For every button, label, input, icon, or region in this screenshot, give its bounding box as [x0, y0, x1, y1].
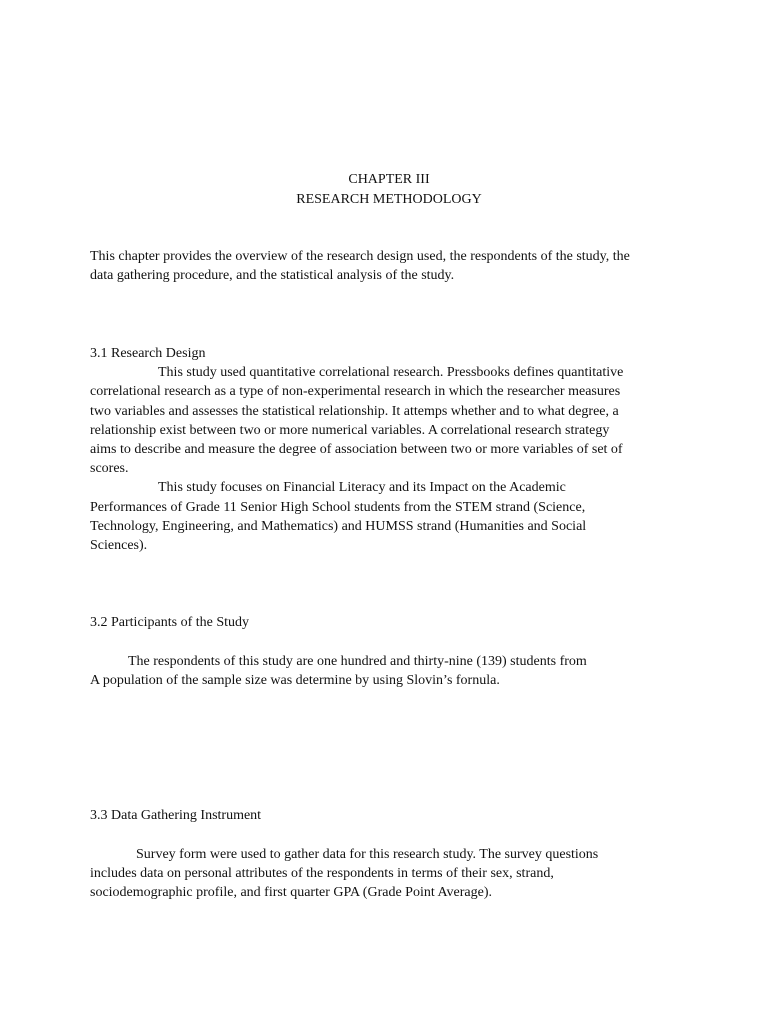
paragraph-line: Survey form were used to gather data for this research study. The survey questions	[136, 847, 599, 862]
paragraph-line: Performances of Grade 11 Senior High School students from the STEM strand (Science,	[90, 499, 586, 515]
paragraph-line: scores.	[90, 461, 129, 477]
research-design-paragraph-1	[90, 363, 690, 478]
section-participants	[90, 613, 690, 632]
paragraph-line: two variables and assesses the statistical relationship. It attemps whether and to what degree, a	[90, 403, 619, 419]
paragraph-line: Sciences).	[90, 537, 148, 553]
section-heading-participants: 3.2 Participants of the Study	[90, 615, 250, 630]
chapter-number: CHAPTER III	[348, 172, 430, 187]
intro-paragraph	[90, 247, 690, 285]
paragraph-line: A population of the sample size was determine by using Slovin’s fornula.	[90, 673, 500, 689]
chapter-title: RESEARCH METHODOLOGY	[296, 192, 482, 207]
paragraph-line: correlational research as a type of non-experimental research in which the researcher measures	[90, 384, 621, 400]
participants-paragraph	[90, 652, 690, 690]
chapter-heading	[0, 170, 768, 210]
paragraph-line: This study used quantitative correlational research. Pressbooks defines quantitative	[158, 365, 624, 381]
paragraph-line: relationship exist between two or more numerical variables. A correlational research strategy	[90, 422, 610, 438]
section-heading-research-design: 3.1 Research Design	[90, 346, 206, 361]
intro-line: data gathering procedure, and the statistical analysis of the study.	[90, 268, 455, 284]
paragraph-line: aims to describe and measure the degree of association between two or more variables of set of	[90, 441, 623, 457]
section-research-design	[90, 344, 690, 555]
paragraph-line: sociodemographic profile, and first quarter GPA (Grade Point Average).	[90, 885, 493, 901]
paragraph-line: This study focuses on Financial Literacy and its Impact on the Academic	[158, 480, 566, 496]
section-heading-instrument: 3.3 Data Gathering Instrument	[90, 808, 262, 823]
research-design-paragraph-2	[90, 478, 690, 555]
paragraph-line: Technology, Engineering, and Mathematics) and HUMSS strand (Humanities and Social	[90, 518, 587, 534]
paragraph-line: The respondents of this study are one hundred and thirty-nine (139) students from	[128, 654, 587, 669]
paragraph-line: includes data on personal attributes of the respondents in terms of their sex, strand,	[90, 866, 554, 882]
section-instrument	[90, 806, 690, 825]
intro-line: This chapter provides the overview of the research design used, the respondents of the study, the	[90, 249, 630, 264]
instrument-paragraph	[90, 845, 690, 903]
